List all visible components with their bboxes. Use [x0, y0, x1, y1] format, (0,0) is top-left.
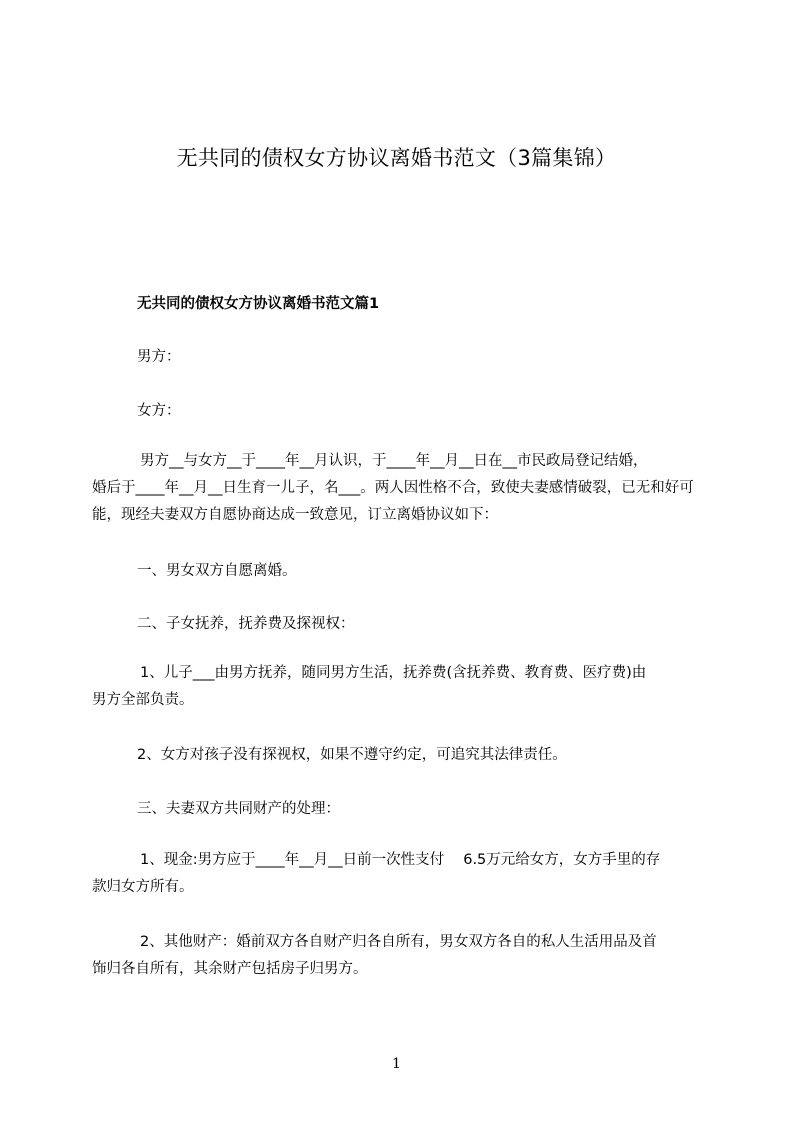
wife-label: 女方：	[137, 403, 181, 419]
section-heading: 无共同的债权女方协议离婚书范文篇1	[137, 296, 380, 312]
clause-3-item-2-line1: 2、其他财产：婚前双方各自财产归各自所有，男女双方各自的私人生活用品及首	[140, 934, 657, 950]
clause-1: 一、男女双方自愿离婚。	[137, 563, 297, 579]
clause-3: 三、夫妻双方共同财产的处理：	[137, 801, 340, 817]
intro-paragraph	[92, 448, 704, 529]
clause-3-item-1-line1: 1、现金:男方应于____年__月__日前一次性支付 6.5万元给女方，女方手里的存	[140, 852, 661, 868]
clause-3-item-2-rest: 饰归各自所有，其余财产包括房子归男方。	[92, 961, 368, 977]
clause-3-item-1	[92, 847, 704, 901]
intro-paragraph-rest: 婚后于____年__月__日生育一儿子，名___。两人因性格不合，致使夫妻感情破裂，已无和好可能，现经夫妻双方自愿协商达成一致意见，订立离婚协议如下：	[92, 480, 694, 523]
husband-label: 男方：	[137, 349, 181, 365]
clause-2-item-2: 2、女方对孩子没有探视权，如果不遵守约定，可追究其法律责任。	[137, 747, 567, 763]
clause-2-item-1	[92, 660, 704, 714]
clause-2-item-1-line1: 1、儿子___由男方抚养，随同男方生活，抚养费(含抚养费、教育费、医疗费)由	[140, 665, 647, 681]
clause-2-item-1-rest: 男方全部负责。	[92, 692, 194, 708]
document-title: 无共同的债权女方协议离婚书范文（3篇集锦）	[176, 146, 617, 170]
clause-3-item-2	[92, 929, 704, 983]
page-number: 1	[392, 1056, 401, 1072]
intro-paragraph-line1: 男方__与女方__于____年__月认识，于____年__月__日在__市民政局登记结婚，	[140, 453, 648, 469]
clause-2: 二、子女抚养，抚养费及探视权：	[137, 616, 355, 632]
clause-3-item-1-rest: 款归女方所有。	[92, 879, 194, 895]
